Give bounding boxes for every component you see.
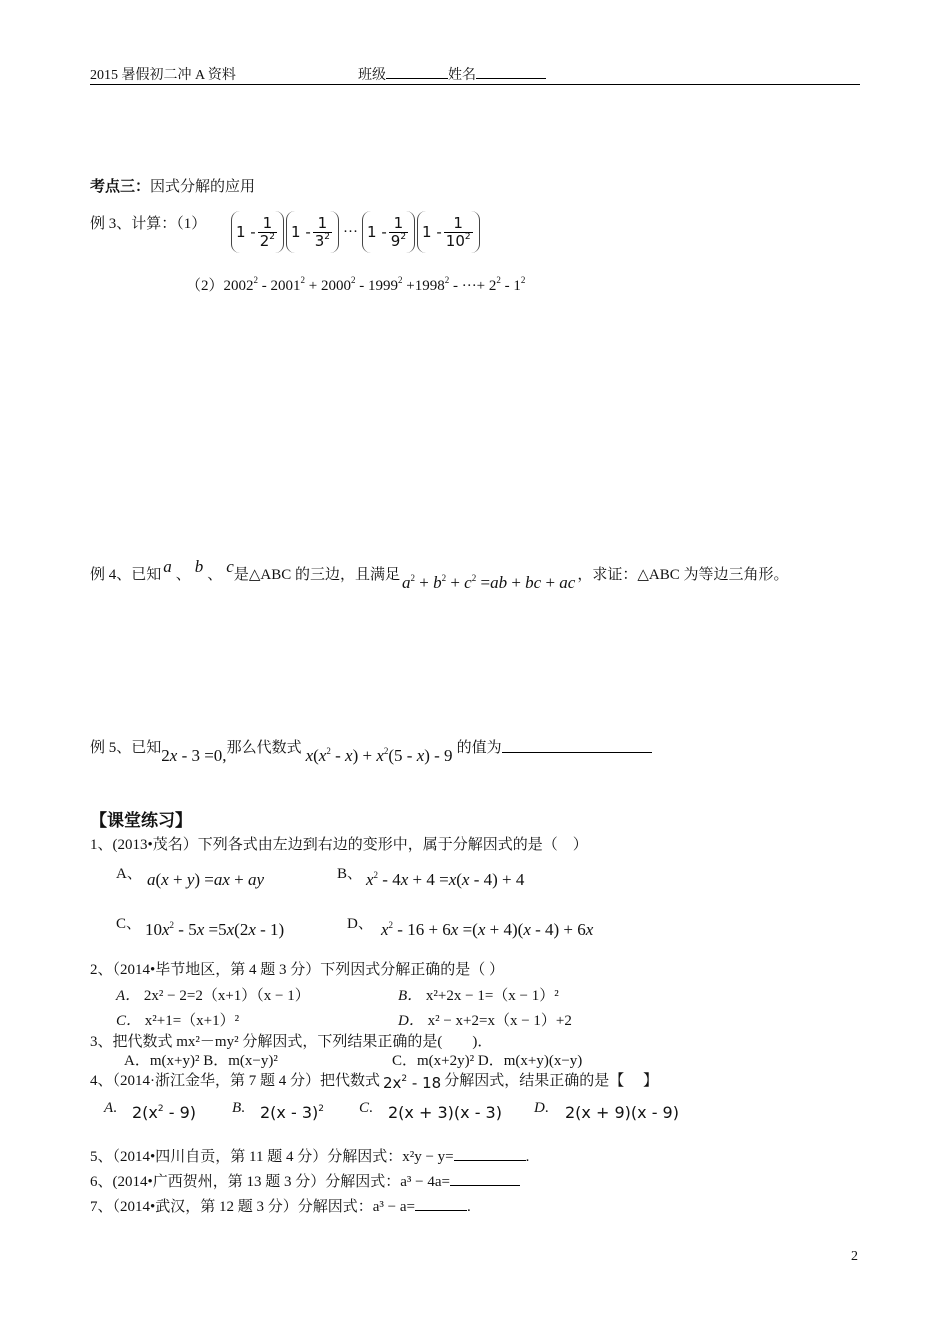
- q4-stem: [90, 1069, 658, 1090]
- example-5-suffix: 的值为: [456, 740, 502, 756]
- q1-option-d: $x^2 - 16 + 6x =(x + 4)(x - 4) + 6x$: [381, 920, 594, 939]
- q1-b-label: B、: [337, 866, 363, 882]
- q2-c-text: x²+1=（x+1）²: [144, 1013, 240, 1029]
- part-2-label: （2）: [186, 278, 224, 294]
- q3-option-d: D．m(x+y)(x−y): [477, 1053, 583, 1069]
- name-label: 姓名: [448, 68, 476, 83]
- q6-answer-blank[interactable]: [450, 1171, 520, 1186]
- q4-c-label: C.: [359, 1100, 373, 1116]
- q1-option-b: $x^2 - 4x + 4 =x(x - 4) + 4$: [366, 870, 525, 889]
- q5: 5、（2014•四川自贡，第 11 题 4 分）分解因式：x²y − y= .: [90, 1145, 529, 1166]
- example-5-answer-blank[interactable]: [502, 736, 652, 753]
- q4-b-label: B.: [232, 1100, 245, 1116]
- q1-option-a: a(x + y) =ax + ay: [147, 870, 265, 889]
- q4-stem-post: 分解因式，结果正确的是【 】: [444, 1073, 658, 1089]
- q3-option-a: A．m(x+y)²: [124, 1053, 200, 1069]
- example-5-mid: 那么代数式: [226, 740, 302, 756]
- example-4-suffix: ，求证：△ABC 为等边三角形。: [577, 567, 789, 583]
- example-5: [90, 736, 652, 765]
- q5-text: 5、（2014•四川自贡，第 11 题 4 分）分解因式：x²y − y=: [90, 1149, 454, 1165]
- q6: [90, 1170, 520, 1191]
- var-c: c: [226, 557, 234, 576]
- name-blank[interactable]: [476, 78, 546, 79]
- q1-option-c: $10x^2 - 5x =5x(2x - 1)$: [145, 920, 285, 939]
- class-label: 班级: [358, 68, 386, 83]
- example-4-prefix: 例 4、已知: [90, 567, 162, 583]
- example-4-mid: 是△ABC 的三边，且满足: [233, 567, 400, 583]
- section-title-text: 因式分解的应用: [150, 179, 256, 195]
- q2-stem: 2、（2014•毕节地区，第 4 题 3 分）下列因式分解正确的是（ ）: [90, 962, 505, 978]
- q7-answer-blank[interactable]: [415, 1196, 467, 1211]
- q5-answer-blank[interactable]: [454, 1146, 526, 1161]
- q4-option-d: 2(x + 9)(x - 9): [565, 1103, 679, 1122]
- example-4: 例 4、已知 a 、 b 、 c 是△ABC 的三边，且满足 $a^2 + b^2 + c^2 =ab$ + bc + ac ，求证：△ABC 为等边三角形。: [90, 557, 789, 592]
- example-3-expression-1: 1 - $\frac{1}{2^2}$ 1 - $\frac{1}{3^2}$ ··· 1 - $\frac{1}{9^2}$ 1 - $\frac{1}{10^2}$: [230, 211, 481, 253]
- header-left: 2015 暑假初二冲 A 资料: [90, 68, 236, 83]
- example-3-part-2: [186, 274, 525, 295]
- q1-stem: 1、(2013•茂名）下列各式由左边到右边的变形中，属于分解因式的是（ ）: [90, 837, 588, 853]
- q6-text: 6、(2014•广西贺州，第 13 题 3 分）分解因式：a³ − 4a=: [90, 1174, 450, 1190]
- q2-d-text: x² − x+2=x（x − 1）+2: [427, 1013, 572, 1029]
- q2-a-text: 2x² − 2=2（x+1）（x − 1）: [143, 988, 310, 1004]
- example-3-label: 例 3、计算：（1）: [90, 216, 207, 232]
- q4-d-label: D.: [534, 1100, 549, 1116]
- example-5-condition: 2x - 3 =0,: [161, 746, 227, 765]
- q1-d-label: D、: [347, 916, 373, 932]
- practice-heading: 【课堂练习】: [90, 811, 192, 830]
- q2-b-text: x²+2x − 1=（x − 1）²: [425, 988, 559, 1004]
- header-fields: [358, 64, 546, 84]
- example-3-expression-2: $2002^2 - 2001^2 + 2000^2 - 1999^2 +1998^2$ - ···+ $2^2 - 1^2$: [223, 275, 526, 294]
- header-rule: [90, 84, 860, 85]
- q2-option-a: A． 2x² − 2=2（x+1）（x − 1）: [116, 988, 310, 1004]
- example-5-expression: $x(x^2 - x) + x^2(5 - x) - 9$: [305, 746, 453, 765]
- q2-option-b: B． x²+2x − 1=（x − 1）²: [398, 988, 559, 1004]
- q4-option-b: 2(x - 3)$^2$: [260, 1103, 324, 1122]
- var-a: a: [163, 557, 172, 576]
- q2-option-d: D． x² − x+2=x（x − 1）+2: [398, 1013, 572, 1029]
- page-number: 2: [851, 1249, 858, 1264]
- q2-option-c: C． x²+1=（x+1）²: [116, 1013, 240, 1029]
- q4-expression: $2x^2 - 18$: [383, 1073, 442, 1092]
- class-blank[interactable]: [386, 78, 448, 79]
- q4-option-a: $2(x^2 - 9)$: [132, 1103, 196, 1122]
- q3-option-c: C．m(x+2y)²: [392, 1053, 475, 1069]
- q7: 7、（2014•武汉，第 12 题 3 分）分解因式：a³ − a= .: [90, 1195, 471, 1216]
- q3-option-b: B．m(x−y)²: [203, 1053, 278, 1069]
- q3-options-ab: [124, 1049, 278, 1070]
- q4-option-c: 2(x + 3)(x - 3): [388, 1103, 502, 1122]
- var-b: b: [194, 557, 204, 576]
- q1-a-label: A、: [116, 866, 142, 882]
- section-title-bold: 考点三：: [90, 179, 151, 195]
- q1-c-label: C、: [116, 916, 142, 932]
- example-5-prefix: 例 5、已知: [90, 740, 162, 756]
- q4-stem-pre: 4、（2014·浙江金华，第 7 题 4 分）把代数式: [90, 1073, 380, 1089]
- section-title: [90, 175, 255, 196]
- q7-text: 7、（2014•武汉，第 12 题 3 分）分解因式：a³ − a=: [90, 1199, 415, 1215]
- example-4-equation: $a^2 + b^2 + c^2 =ab$ + bc + ac: [401, 573, 576, 592]
- q3-stem: 3、把代数式 mx²－my² 分解因式，下列结果正确的是( )．: [90, 1034, 493, 1050]
- q4-a-label: A.: [104, 1100, 117, 1116]
- q3-options-cd: [392, 1049, 582, 1070]
